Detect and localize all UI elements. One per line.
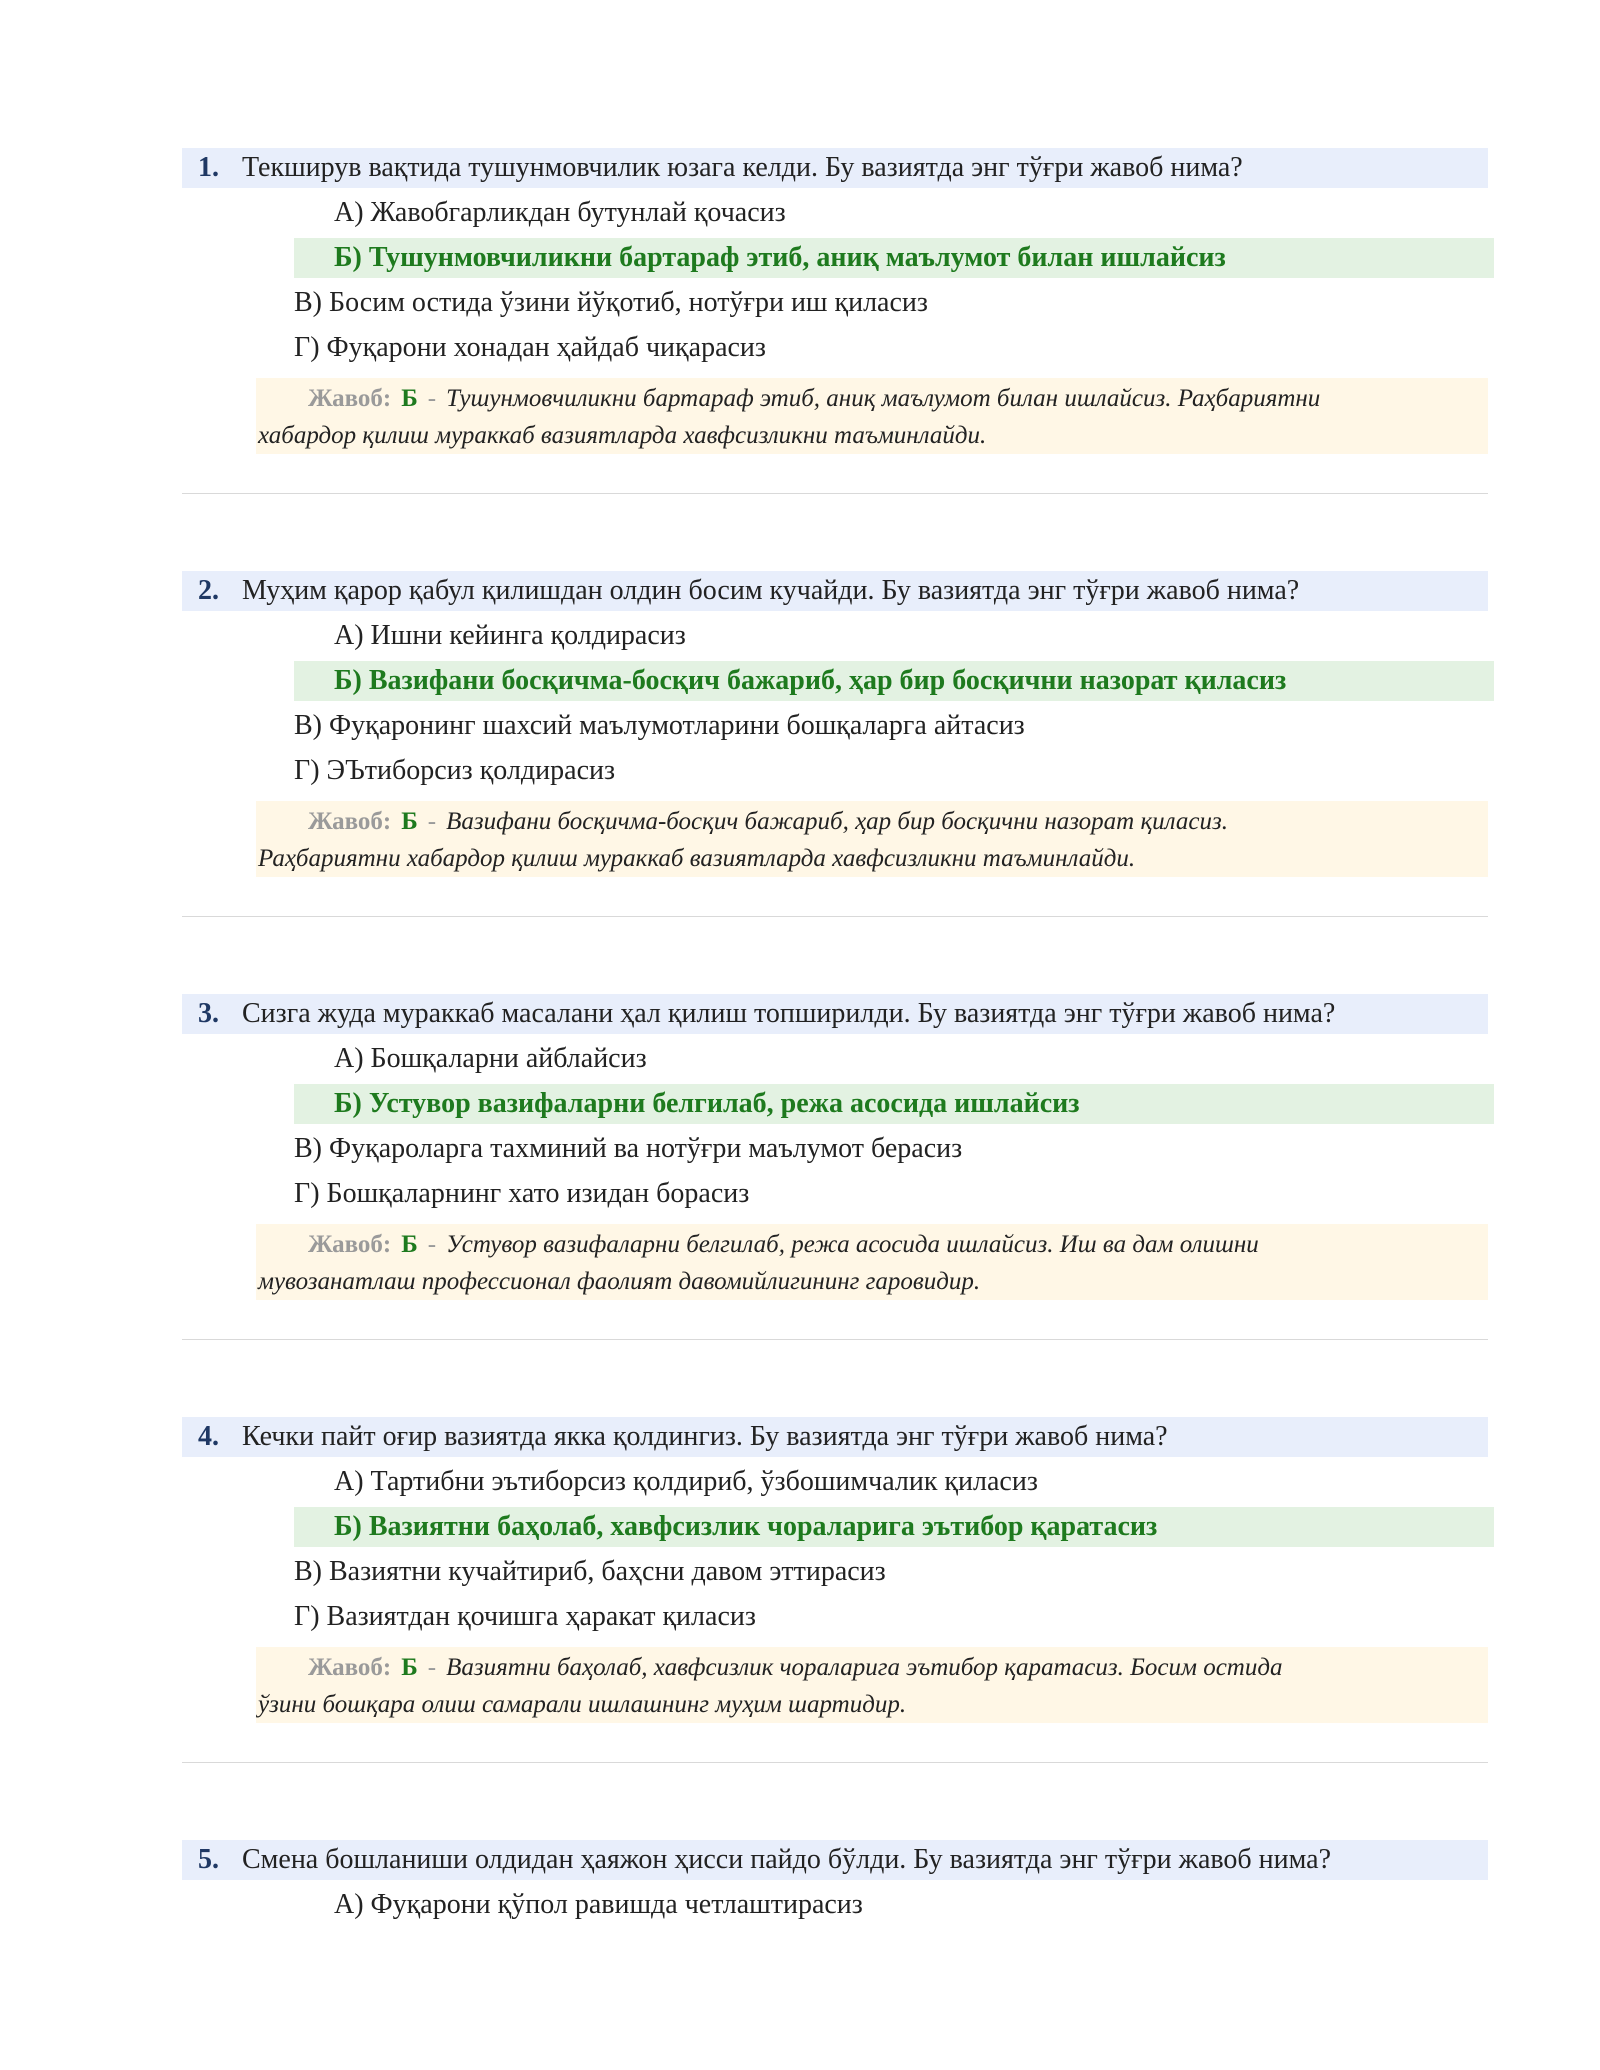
option-b-correct bbox=[294, 238, 1494, 278]
option-c: В) Босим остида ўзини йўқотиб, нотўғри иш қиласиз bbox=[294, 287, 928, 318]
answer-box bbox=[256, 1647, 1488, 1723]
option-b-correct bbox=[294, 1507, 1494, 1547]
question-number: 4. bbox=[198, 1421, 219, 1452]
answer-line-2: ўзини бошқара олиш самарали ишлашнинг муҳим шартидир. bbox=[258, 1691, 907, 1718]
answer-label: Жавоб: bbox=[308, 1654, 392, 1681]
option-a: А) Фуқарони қўпол равишда четлаштирасиз bbox=[334, 1889, 863, 1920]
option-b-label: Б) Устувор вазифаларни белгилаб, режа асосида ишлайсиз bbox=[334, 1088, 1080, 1119]
question-block bbox=[0, 571, 1600, 991]
section-divider bbox=[182, 493, 1488, 494]
answer-line-2: Раҳбариятни хабардор қилиш мураккаб вазиятларда хавфсизликни таъминлайди. bbox=[258, 845, 1136, 872]
option-c: В) Вазиятни кучайтириб, баҳсни давом эттирасиз bbox=[294, 1556, 886, 1587]
answer-dash: - bbox=[427, 808, 437, 835]
answer-explanation: Тушунмовчиликни бартараф этиб, аниқ маълумот билан ишлайсиз. Раҳбариятни bbox=[446, 385, 1321, 412]
answer-explanation: Вазифани босқичма-босқич бажариб, ҳар бир босқични назорат қиласиз. bbox=[446, 808, 1228, 835]
question-number: 3. bbox=[198, 998, 219, 1029]
option-d: Г) Вазиятдан қочишга ҳаракат қиласиз bbox=[294, 1601, 756, 1632]
option-c: В) Фуқаронинг шахсий маълумотларини бошқаларга айтасиз bbox=[294, 710, 1025, 741]
answer-label: Жавоб: bbox=[308, 385, 392, 412]
answer-explanation: Устувор вазифаларни белгилаб, режа асосида ишлайсиз. Иш ва дам олишни bbox=[446, 1231, 1259, 1258]
option-a: А) Ишни кейинга қолдирасиз bbox=[334, 620, 686, 651]
question-text: Муҳим қарор қабул қилишдан олдин босим кучайди. Бу вазиятда энг тўғри жавоб нима? bbox=[242, 575, 1300, 606]
option-d: Г) Бошқаларнинг хато изидан борасиз bbox=[294, 1178, 750, 1209]
answer-line-1 bbox=[308, 380, 1320, 417]
question-header bbox=[182, 1840, 1488, 1880]
answer-letter: Б bbox=[401, 385, 418, 412]
option-a: А) Тартибни эътиборсиз қолдириб, ўзбошимчалик қиласиз bbox=[334, 1466, 1038, 1497]
answer-letter: Б bbox=[401, 1231, 418, 1258]
question-block bbox=[0, 1840, 1600, 1960]
answer-box bbox=[256, 378, 1488, 454]
section-divider bbox=[182, 1339, 1488, 1340]
option-b-correct bbox=[294, 1084, 1494, 1124]
option-d: Г) Фуқарони хонадан ҳайдаб чиқарасиз bbox=[294, 332, 766, 363]
option-a: А) Жавобгарликдан бутунлай қочасиз bbox=[334, 197, 786, 228]
answer-line-1 bbox=[308, 1226, 1259, 1263]
answer-letter: Б bbox=[401, 1654, 418, 1681]
answer-explanation: Вазиятни баҳолаб, хавфсизлик чораларига эътибор қаратасиз. Босим остида bbox=[446, 1654, 1283, 1681]
option-b-label: Б) Тушунмовчиликни бартараф этиб, аниқ маълумот билан ишлайсиз bbox=[334, 242, 1226, 273]
option-a: А) Бошқаларни айблайсиз bbox=[334, 1043, 647, 1074]
question-header bbox=[182, 148, 1488, 188]
answer-line-1 bbox=[308, 803, 1228, 840]
answer-line-1 bbox=[308, 1649, 1283, 1686]
question-block bbox=[0, 994, 1600, 1414]
answer-dash: - bbox=[427, 1654, 437, 1681]
question-text: Текширув вақтида тушунмовчилик юзага келди. Бу вазиятда энг тўғри жавоб нима? bbox=[242, 152, 1243, 183]
answer-dash: - bbox=[427, 1231, 437, 1258]
question-block bbox=[0, 1417, 1600, 1837]
answer-dash: - bbox=[427, 385, 437, 412]
question-text: Сизга жуда мураккаб масалани ҳал қилиш топширилди. Бу вазиятда энг тўғри жавоб нима? bbox=[242, 998, 1336, 1029]
answer-line-2: мувозанатлаш профессионал фаолият давомийлигининг гаровидир. bbox=[258, 1268, 981, 1295]
option-d: Г) ЭЪтиборсиз қолдирасиз bbox=[294, 755, 616, 786]
question-header bbox=[182, 1417, 1488, 1457]
question-text: Кечки пайт оғир вазиятда якка қолдингиз. Бу вазиятда энг тўғри жавоб нима? bbox=[242, 1421, 1168, 1452]
option-b-label: Б) Вазиятни баҳолаб, хавфсизлик чораларига эътибор қаратасиз bbox=[334, 1511, 1158, 1542]
question-header bbox=[182, 994, 1488, 1034]
question-number: 1. bbox=[198, 152, 219, 183]
section-divider bbox=[182, 916, 1488, 917]
option-c: В) Фуқароларга тахминий ва нотўғри маълумот берасиз bbox=[294, 1133, 963, 1164]
answer-label: Жавоб: bbox=[308, 1231, 392, 1258]
question-header bbox=[182, 571, 1488, 611]
answer-label: Жавоб: bbox=[308, 808, 392, 835]
question-number: 5. bbox=[198, 1844, 219, 1875]
answer-letter: Б bbox=[401, 808, 418, 835]
answer-box bbox=[256, 801, 1488, 877]
question-text: Смена бошланиши олдидан ҳаяжон ҳисси пайдо бўлди. Бу вазиятда энг тўғри жавоб нима? bbox=[242, 1844, 1332, 1875]
answer-line-2: хабардор қилиш мураккаб вазиятларда хавфсизликни таъминлайди. bbox=[258, 422, 987, 449]
question-number: 2. bbox=[198, 575, 219, 606]
option-b-label: Б) Вазифани босқичма-босқич бажариб, ҳар бир босқични назорат қиласиз bbox=[334, 665, 1287, 696]
question-block bbox=[0, 148, 1600, 568]
option-b-correct bbox=[294, 661, 1494, 701]
section-divider bbox=[182, 1762, 1488, 1763]
answer-box bbox=[256, 1224, 1488, 1300]
